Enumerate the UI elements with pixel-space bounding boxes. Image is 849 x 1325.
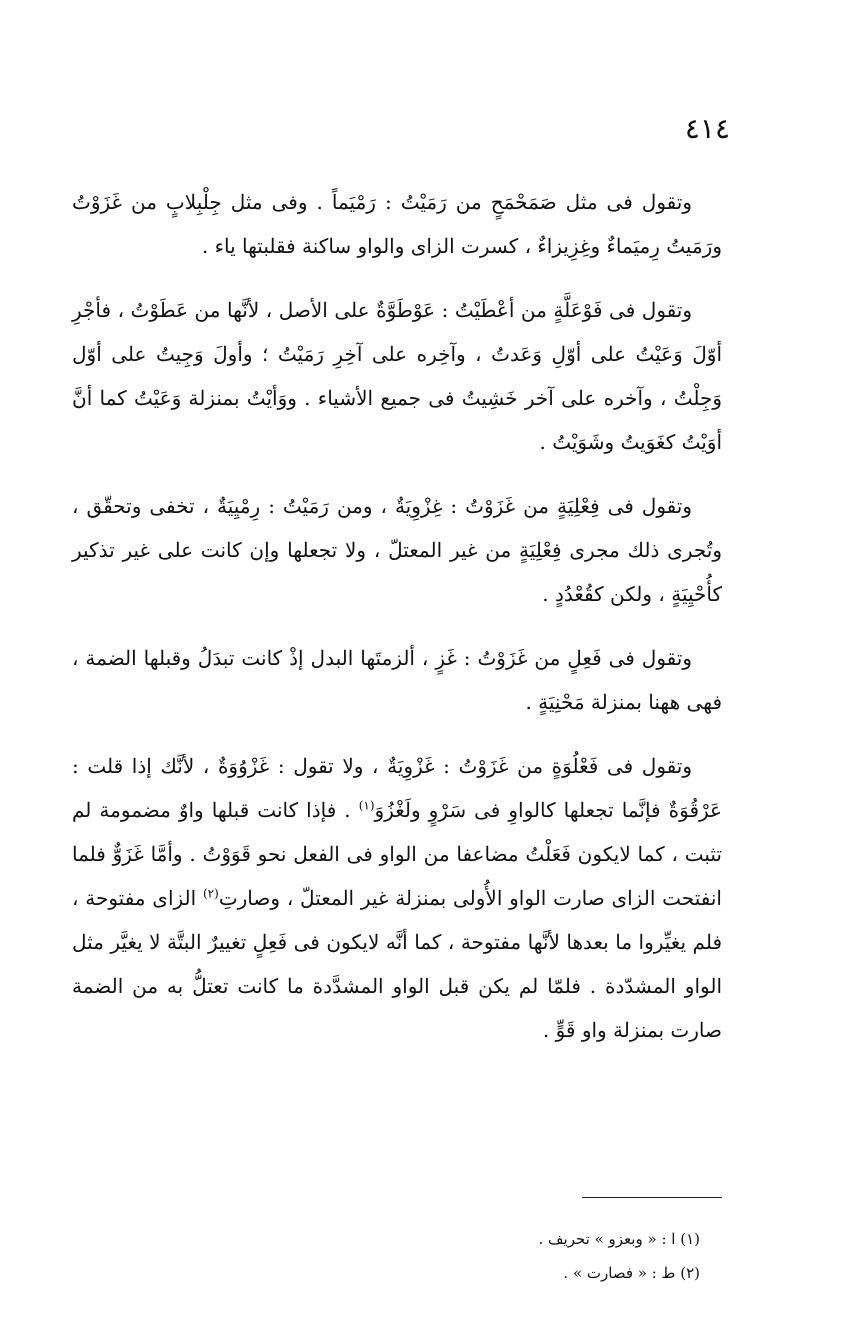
main-text bbox=[72, 180, 722, 1052]
footnote-2-label: (٢) bbox=[680, 1264, 700, 1282]
footnote-1-label: (١) bbox=[680, 1230, 700, 1248]
paragraph-5-text-b: . فإذا كانت قبلها واوٌ مضمومة لم تثبت ، كما لايكون فَعَلْتُ مضاعفا من الواو فى الفعل نحو قَوَوْتُ . وأمَّا غَزَوٌّ فلما انفتحت الزاى صارت الواو الأُولى بمنزلة غير المعتلّ ، وصارتِ bbox=[72, 798, 722, 910]
footnote-ref-2[interactable]: (٢) bbox=[202, 886, 219, 901]
paragraph-5-text-c: الزاى مفتوحة ، فلم يغيِّروا ما بعدها لأنَّها مفتوحة ، كما أنَّه لايكون فى فَعِلٍ تغييرٌ البتَّة لا يغيَّر مثل الواو المشدّدة . فلمّا لم يكن قبل الواو المشدَّدة ما كانت تعتلُّ به من الضمة صارت بمنزلة واو قَوٍّ . bbox=[72, 886, 722, 1042]
paragraph-1: وتقول فى مثل صَمَحْمَحٍ من رَمَيْتُ : رَمْيَماً . وفى مثل جِلْبِلابٍ من غَزَوْتُ ورَمَيتُ رِميَماءٌ وغِزِيزاءٌ ، كسرت الزاى والواو ساكنة فقلبتها ياء . bbox=[72, 190, 722, 258]
footnote-2-text: ط : « فصارت » . bbox=[563, 1264, 676, 1282]
paragraph-2: وتقول فى فَوْعَلَّةٍ من أعْطَيْتُ : عَوْطَوَّةٌ على الأصل ، لأنَّها من عَطَوْتُ ، فأجْرِ أوّلَ وَعَيْتُ على أوّلِ وَعَدتُ ، وآخِره على آخِرِ رَمَيْتُ ؛ وأولَ وَجِيتُ على أوّل وَجِلْتُ ، وآخره على آخر خَشِيتُ فى جميع الأشياء . ووَأيْتُ بمنزلة وَعَيْتُ كما أنَّ أوَيْتُ كغَوَيتُ وشَوَيْتُ . bbox=[72, 298, 722, 454]
paragraph-4: وتقول فى فَعِلٍ من غَزَوْتُ : غَزٍ ، ألزمتَها البدل إذْ كانت تبدَلُ وقبلها الضمة ، فهى ههنا بمنزلة مَحْنِيَةٍ . bbox=[72, 646, 722, 714]
page-number: ٤١٤ bbox=[684, 112, 730, 145]
paragraph-3: وتقول فى فِعْلِيَةٍ من غَزَوْتُ : غِزْوِيَةٌ ، ومن رَمَيْتُ : رِمْيِيَةٌ ، تخفى وتحقّق ، وتُجرى ذلك مجرى فِعْلِيَةٍ من غير المعتلّ ، ولا تجعلها وإن كانت على غير تذكير كأُحْيِيَةٍ ، ولكن كقُعْدُدٍ . bbox=[72, 494, 722, 606]
footnotes bbox=[300, 1222, 700, 1290]
paragraph-5-text-a: وتقول فى فَعْلُوَةٍ من غَزَوْتُ : غَزْوِيَةٌ ، ولا تقول : غَزْوُوَةٌ ، لأنَّك إذا قلت : عَرْقُوَةٌ فإنَّما تجعلها كالواوِ فى سَرْوٍ ولَغْزُوَ bbox=[72, 754, 722, 822]
paragraph-5 bbox=[72, 744, 722, 1052]
footnote-divider bbox=[582, 1197, 722, 1198]
footnote-2 bbox=[300, 1256, 700, 1290]
footnote-1-text: ا : « وبعزو » تحريف . bbox=[538, 1230, 676, 1248]
footnote-ref-1[interactable]: (١) bbox=[358, 798, 375, 813]
footnote-1 bbox=[300, 1222, 700, 1256]
